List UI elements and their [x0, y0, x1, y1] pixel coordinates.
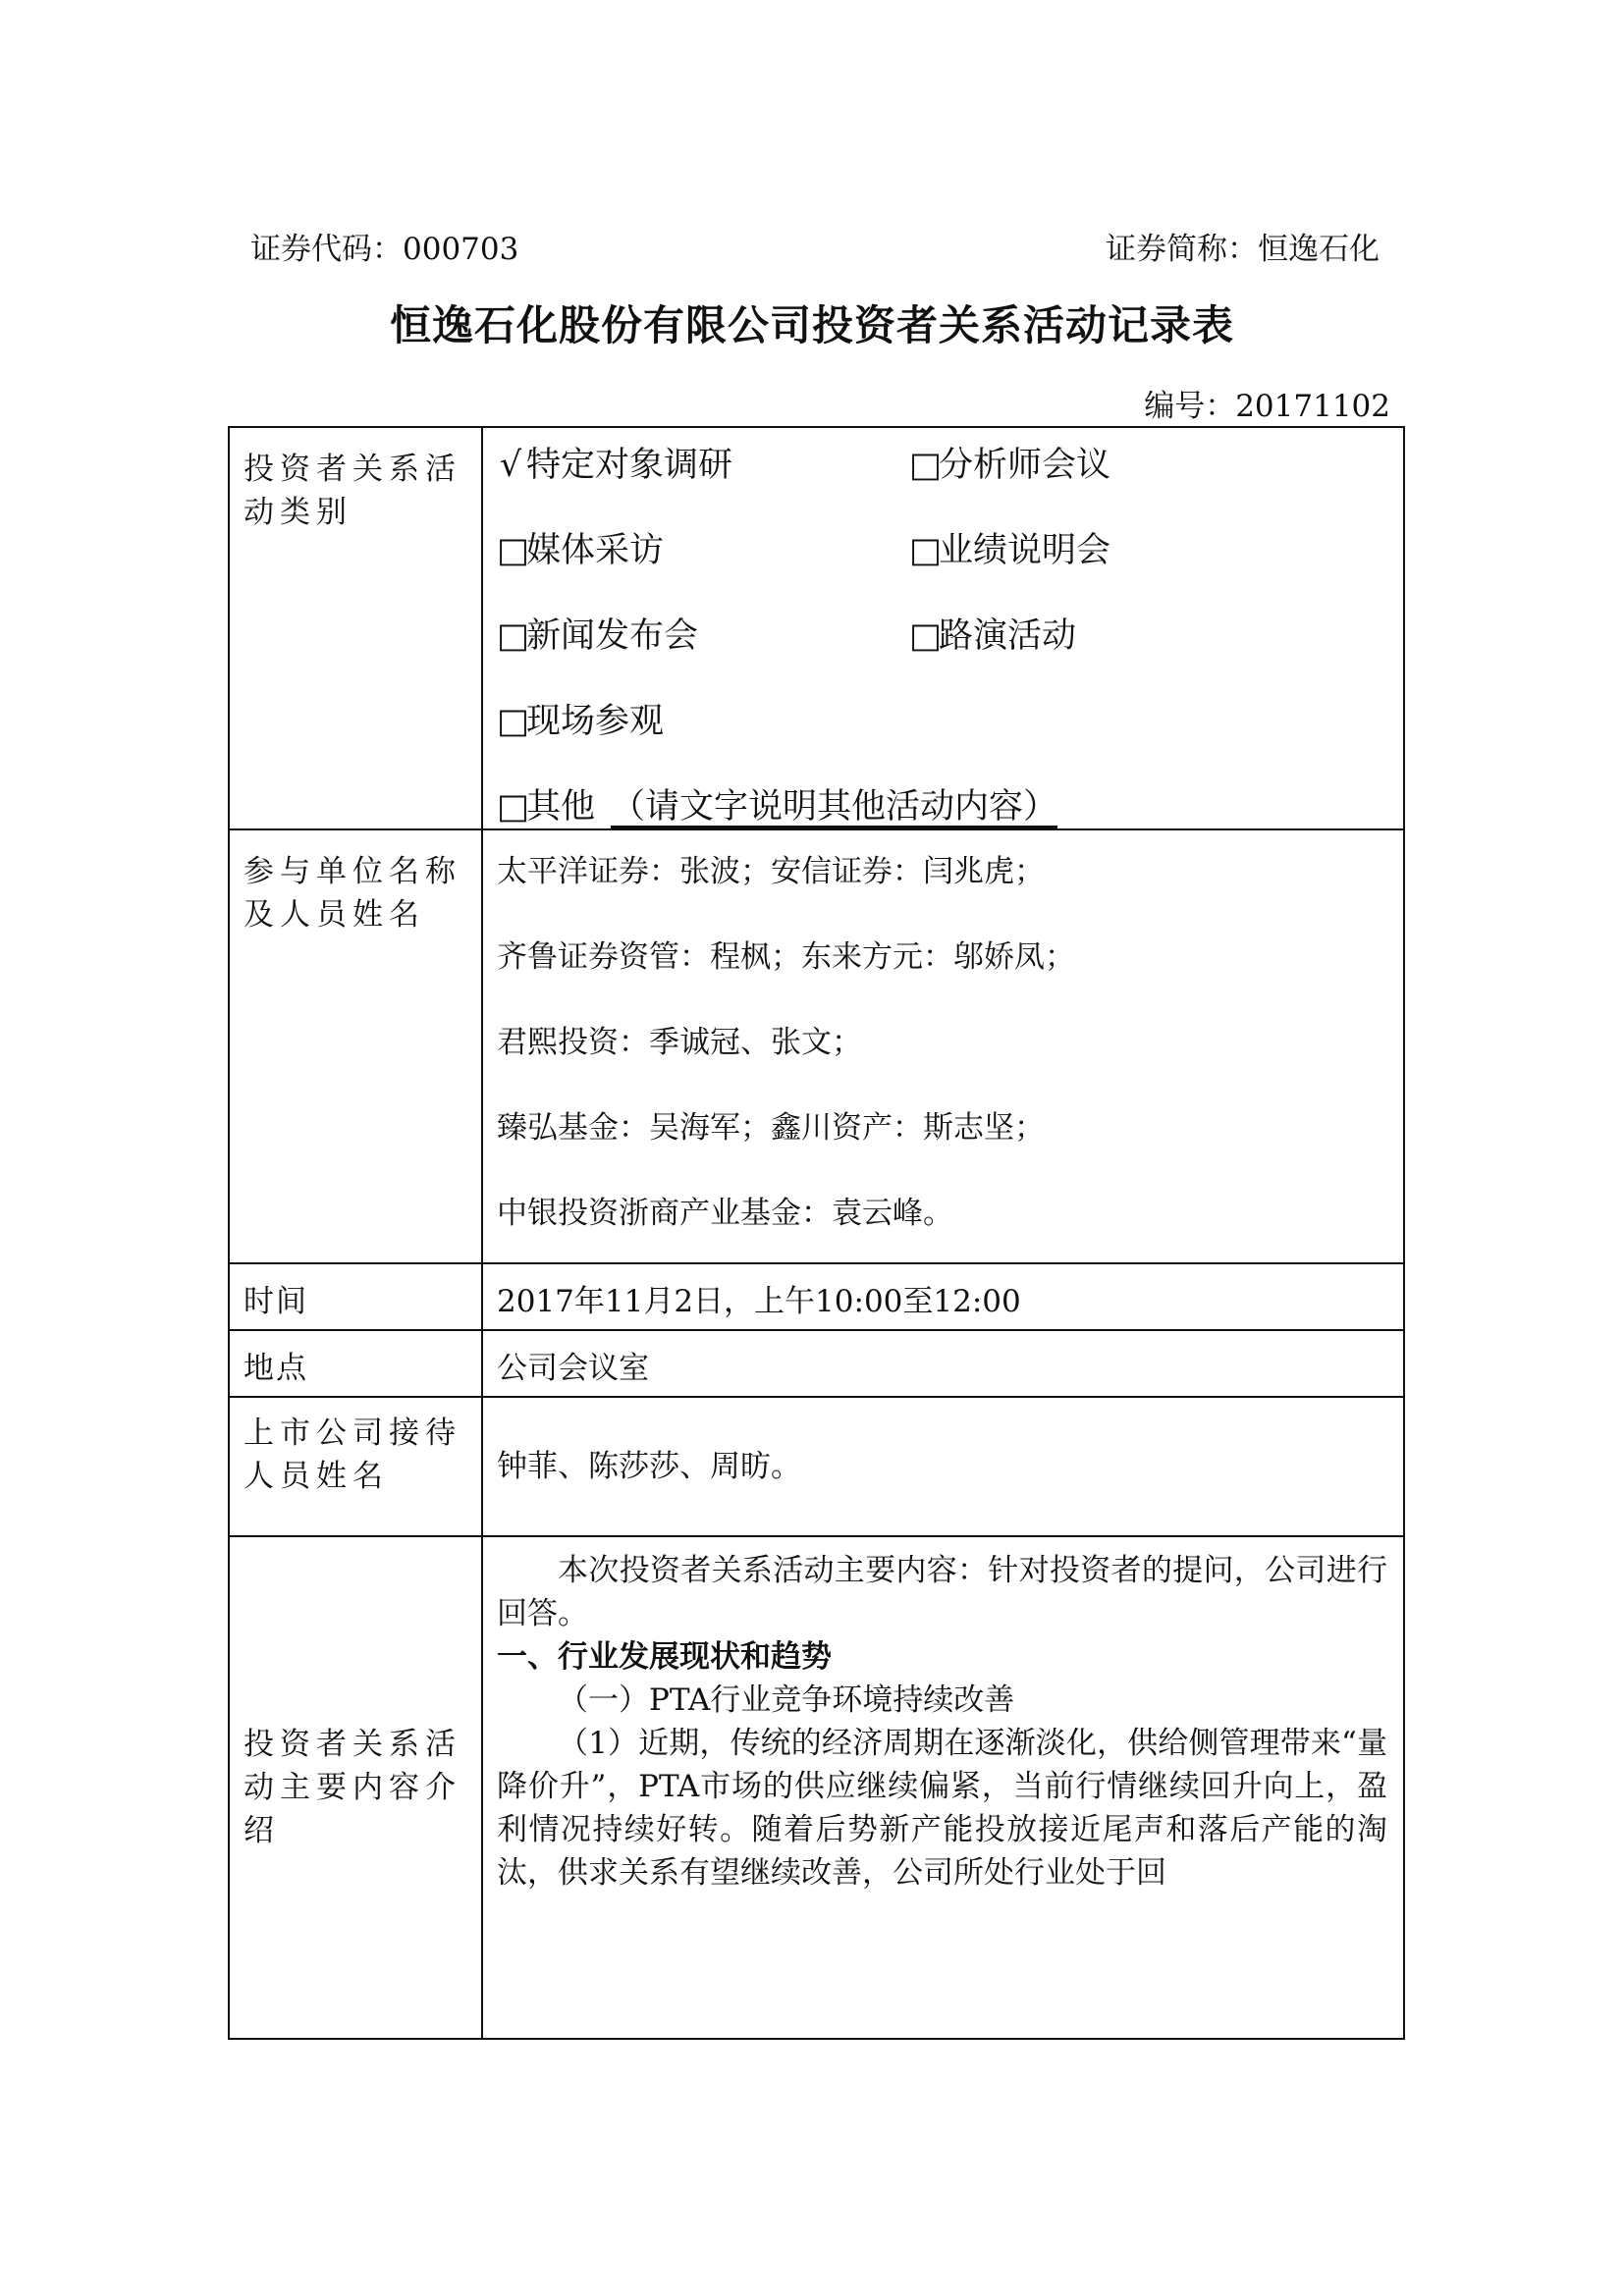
checkbox-icon: □: [909, 531, 943, 570]
checkbox-icon: □: [497, 531, 530, 570]
participant-line: 君熙投资：季诚冠、张文；: [497, 1025, 862, 1060]
activity-category-options: [482, 427, 1404, 829]
option-roadshow[interactable]: [909, 614, 1302, 658]
row-main-content: [229, 1536, 1404, 2039]
option-press-conference[interactable]: [497, 614, 909, 658]
option-results-briefing[interactable]: [909, 529, 1302, 572]
option-analyst-meeting[interactable]: [909, 444, 1302, 487]
checkbox-icon: □: [497, 616, 530, 656]
checked-icon: √: [499, 446, 522, 485]
company-staff-value: 钟菲、陈莎莎、周昉。: [482, 1397, 1404, 1536]
option-label: 其他: [526, 787, 596, 827]
row-company-staff: [229, 1397, 1404, 1536]
label-activity-category: 投资者关系活动类别: [229, 427, 482, 829]
option-site-visit[interactable]: [497, 700, 909, 743]
checkbox-icon: □: [909, 446, 943, 485]
option-label: 媒体采访: [526, 531, 665, 570]
label-participants: 参与单位名称及人员姓名: [229, 829, 482, 1263]
record-table: [228, 426, 1405, 2040]
label-time: 时间: [229, 1263, 482, 1330]
participant-line: 臻弘基金：吴海军；鑫川资产：斯志坚；: [497, 1110, 1045, 1146]
option-label: 现场参观: [526, 702, 665, 741]
other-description: （请文字说明其他活动内容）: [611, 787, 1058, 827]
document-number: 编号：20171102: [1144, 389, 1390, 424]
option-label: 新闻发布会: [526, 616, 699, 656]
time-value: 2017年11月2日，上午10:00至12:00: [482, 1263, 1404, 1330]
checkbox-icon: □: [497, 702, 530, 741]
option-label: 特定对象调研: [526, 446, 733, 485]
option-media-interview[interactable]: [497, 529, 909, 572]
participants-list: [482, 829, 1404, 1263]
participant-line: 中银投资浙商产业基金：袁云峰。: [497, 1196, 953, 1231]
section-heading: 一、行业发展现状和趋势: [497, 1639, 832, 1675]
stock-code: 证券代码：000703: [250, 232, 519, 267]
stock-abbreviation: 证券简称：恒逸石化: [1106, 232, 1380, 267]
participant-line: 太平洋证券：张波；安信证券：闫兆虎；: [497, 854, 1045, 889]
intro-paragraph: 本次投资者关系活动主要内容：针对投资者的提问，公司进行回答。: [497, 1553, 1387, 1631]
option-label: 路演活动: [939, 616, 1077, 656]
option-other[interactable]: [497, 785, 1302, 828]
option-label: 分析师会议: [939, 446, 1111, 485]
body-paragraph: （1）近期，传统的经济周期在逐渐淡化，供给侧管理带来“量降价升”，PTA市场的供应继续偏紧，当前行情继续回升向上，盈利情况持续好转。随着后势新产能投放接近尾声和落后产能的淘汰，供求关系有望继续改善，公司所处行业处于回: [497, 1726, 1387, 1891]
checkbox-icon: □: [909, 616, 943, 656]
row-time: [229, 1263, 1404, 1330]
checkbox-icon: □: [497, 787, 530, 827]
label-company-staff: 上市公司接待人员姓名: [229, 1397, 482, 1536]
row-activity-category: [229, 427, 1404, 829]
participant-line: 齐鲁证券资管：程枫；东来方元：邬娇凤；: [497, 939, 1075, 975]
main-content: [482, 1536, 1404, 2039]
option-specific-research[interactable]: [497, 444, 909, 487]
place-value: 公司会议室: [482, 1330, 1404, 1397]
row-participants: [229, 829, 1404, 1263]
subsection-heading: （一）PTA行业竞争环境持续改善: [558, 1682, 1015, 1718]
document-title: 恒逸石化股份有限公司投资者关系活动记录表: [389, 301, 1234, 349]
option-label: 业绩说明会: [939, 531, 1111, 570]
label-main-content: 投资者关系活动主要内容介绍: [229, 1536, 482, 2039]
label-place: 地点: [229, 1330, 482, 1397]
row-place: [229, 1330, 1404, 1397]
